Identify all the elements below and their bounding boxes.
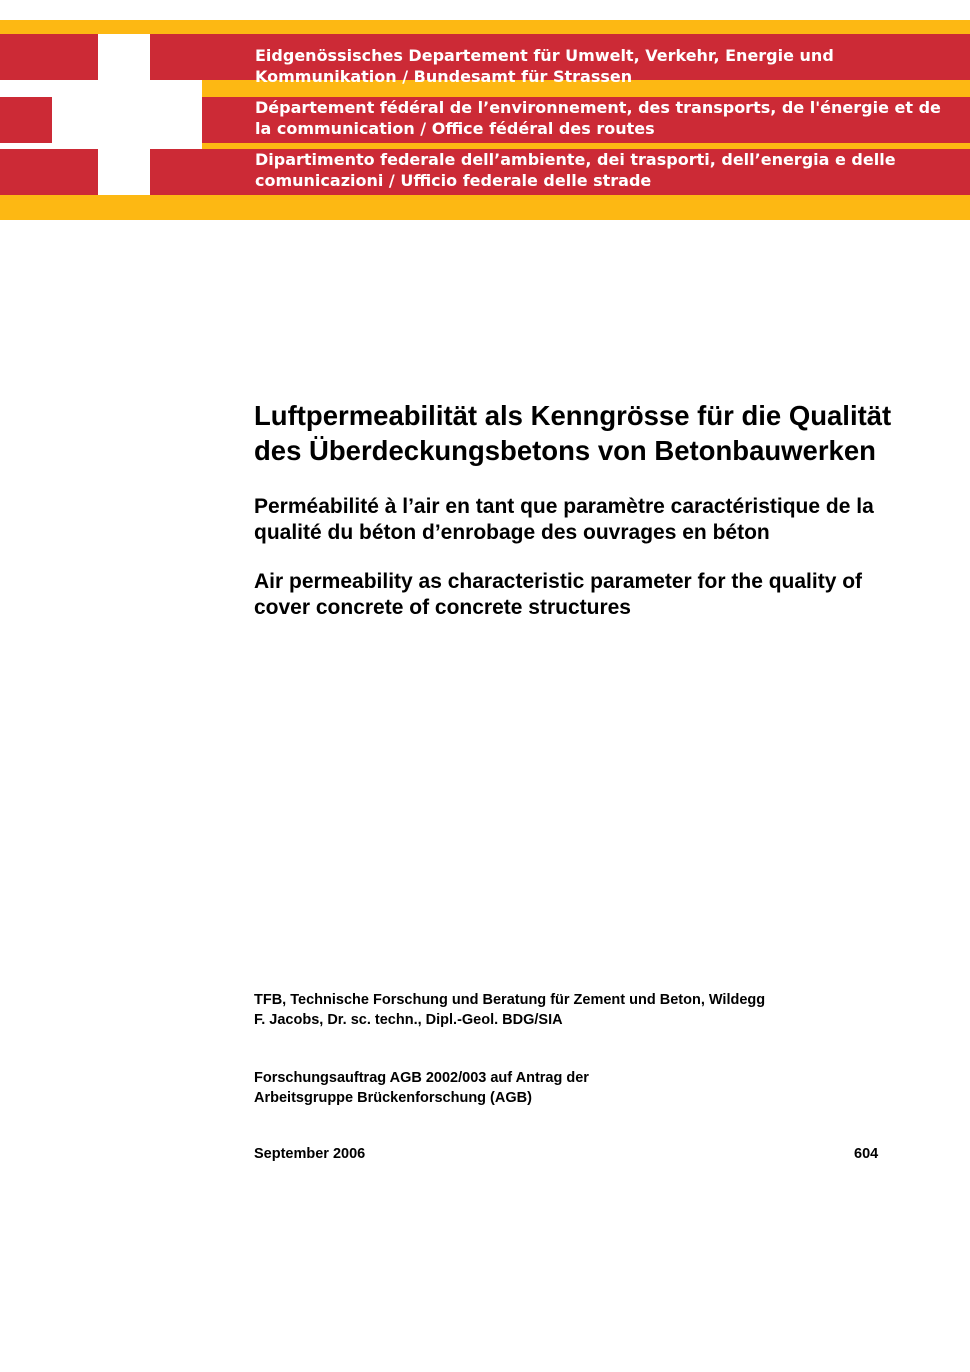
department-line: Dipartimento federale dell’ambiente, dei trasporti, dell’energia e delle (255, 150, 896, 169)
title-line: Air permeability as characteristic parameter for the quality of (254, 570, 863, 593)
title-english (254, 569, 954, 621)
department-name-italian (255, 149, 955, 191)
department-line: la communication / Office fédéral des routes (255, 119, 655, 138)
commission-line: Arbeitsgruppe Brückenforschung (AGB) (254, 1090, 532, 1106)
band-gap (0, 143, 98, 149)
publication-date: September 2006 (254, 1146, 366, 1162)
swiss-cross-bar (52, 97, 202, 143)
title-line: Perméabilité à l’air en tant que paramètre caractéristique de la (254, 495, 874, 518)
band-gap (0, 80, 98, 97)
institution-line: TFB, Technische Forschung und Beratung für Zement und Beton, Wildegg (254, 992, 766, 1008)
institution-author (254, 990, 765, 1030)
title-german (254, 398, 954, 468)
report-number: 604 (854, 1146, 879, 1162)
author-line: F. Jacobs, Dr. sc. techn., Dipl.-Geol. BDG/SIA (254, 1012, 563, 1028)
title-line: Luftpermeabilität als Kenngrösse für die Qualität (254, 400, 892, 431)
department-line: Département fédéral de l’environnement, des transports, de l'énergie et de (255, 98, 941, 117)
title-line: des Überdeckungsbetons von Betonbauwerken (254, 435, 876, 466)
band-gap (150, 143, 202, 149)
department-line: Eidgenössisches Departement für Umwelt, Verkehr, Energie und (255, 46, 834, 65)
header-banner (0, 20, 970, 220)
department-name-german (255, 45, 955, 87)
department-name-french (255, 97, 955, 139)
report-titles (254, 398, 954, 621)
title-line: cover concrete of concrete structures (254, 596, 631, 619)
department-line: comunicazioni / Ufficio federale delle strade (255, 171, 652, 190)
department-line: Kommunikation / Bundesamt für Strassen (255, 67, 633, 86)
research-commission (254, 1068, 589, 1108)
band-gap (150, 80, 202, 97)
commission-line: Forschungsauftrag AGB 2002/003 auf Antrag der (254, 1070, 589, 1086)
title-french (254, 494, 954, 546)
title-line: qualité du béton d’enrobage des ouvrages en béton (254, 521, 770, 544)
